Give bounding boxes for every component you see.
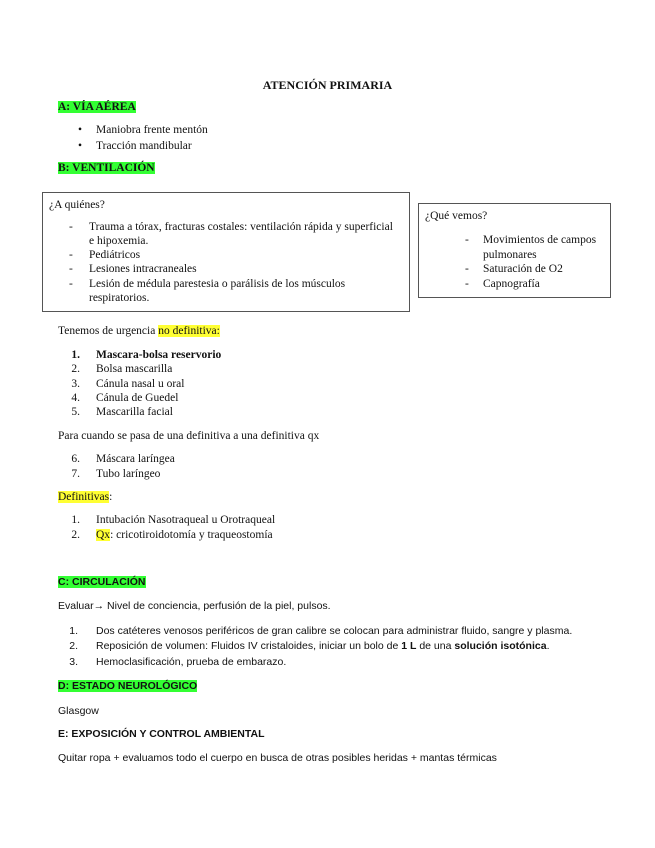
definitive-label: Definitivas: — [58, 491, 113, 503]
evaluate-line: Evaluar→ Nivel de conciencia, perfusión de la piel, pulsos. — [58, 600, 331, 612]
section-d-heading: D: ESTADO NEUROLÓGICO — [58, 680, 198, 692]
bullet-icon: • — [78, 124, 83, 136]
who-box — [42, 192, 410, 312]
list-item: Movimientos de campos — [483, 234, 597, 246]
dash-icon: - — [465, 234, 469, 246]
list-item: Mascara-bolsa reservorio — [96, 349, 222, 361]
dash-icon: - — [69, 263, 73, 275]
list-item: Intubación Nasotraqueal u Orotraqueal — [96, 514, 276, 526]
list-item: Trauma a tórax, fracturas costales: ventilación rápida y superficial — [89, 221, 393, 233]
section-e-text: Quitar ropa + evaluamos todo el cuerpo en busca de otras posibles heridas + mantas térmicas — [58, 752, 497, 764]
list-number: 1. — [71, 349, 80, 361]
urgency-highlight: no definitiva: — [158, 325, 220, 337]
list-number: 1. — [71, 514, 80, 526]
list-number: 1. — [69, 625, 78, 637]
list-number: 5. — [71, 406, 80, 418]
who-box-title: ¿A quiénes? — [49, 199, 105, 211]
dash-icon: - — [69, 278, 73, 290]
list-item: Tracción mandibular — [96, 140, 192, 152]
list-item: Cánula nasal u oral — [96, 378, 185, 390]
list-item: Capnografía — [483, 278, 540, 290]
list-item: Hemoclasificación, prueba de embarazo. — [96, 656, 287, 668]
what-box-title: ¿Qué vemos? — [425, 210, 488, 222]
list-item: Tubo laríngeo — [96, 468, 161, 480]
list-item: Dos catéteres venosos periféricos de gran calibre se colocan para administrar fluido, sangre y plasma. — [96, 625, 573, 637]
glasgow-text: Glasgow — [58, 705, 99, 717]
list-item: Lesión de médula parestesia o parálisis de los músculos — [89, 278, 346, 290]
dash-icon: - — [465, 278, 469, 290]
list-item: Maniobra frente mentón — [96, 124, 208, 136]
list-item-continuation: pulmonares — [483, 249, 537, 261]
list-item: Bolsa mascarilla — [96, 363, 173, 375]
list-item: Qx: cricotiroidotomía y traqueostomía — [96, 529, 273, 541]
list-item: Mascarilla facial — [96, 406, 173, 418]
page-title: ATENCIÓN PRIMARIA — [262, 78, 393, 92]
section-b-heading: B: VENTILACIÓN — [58, 162, 155, 174]
list-number: 3. — [71, 378, 80, 390]
list-number: 3. — [69, 656, 78, 668]
dash-icon: - — [465, 263, 469, 275]
section-e-heading: E: EXPOSICIÓN Y CONTROL AMBIENTAL — [58, 728, 265, 740]
dash-icon: - — [69, 249, 73, 261]
list-item-continuation: respiratorios. — [89, 292, 150, 304]
list-item: Cánula de Guedel — [96, 392, 179, 404]
list-number: 6. — [71, 453, 80, 465]
section-a-heading: A: VÍA AÉREA — [58, 101, 136, 113]
list-item: Pediátricos — [89, 249, 141, 261]
list-item: Reposición de volumen: Fluidos IV cristaloides, iniciar un bolo de 1 L de una solución isotónica. — [96, 640, 550, 652]
what-box — [418, 203, 611, 298]
list-number: 2. — [69, 640, 78, 652]
list-number: 7. — [71, 468, 80, 480]
arrow-right-icon: → — [93, 600, 105, 612]
dash-icon: - — [69, 221, 73, 233]
list-item: Lesiones intracraneales — [89, 263, 197, 275]
list-item-continuation: e hipoxemia. — [89, 235, 149, 247]
list-number: 2. — [71, 363, 80, 375]
transition-text: Para cuando se pasa de una definitiva a una definitiva qx — [58, 430, 320, 442]
list-number: 2. — [71, 529, 80, 541]
list-number: 4. — [71, 392, 80, 404]
section-c-heading: C: CIRCULACIÓN — [58, 576, 146, 588]
list-item: Saturación de O2 — [483, 263, 563, 275]
urgency-line: Tenemos de urgencia no definitiva: — [58, 325, 220, 337]
list-item: Máscara laríngea — [96, 453, 175, 465]
bullet-icon: • — [78, 140, 83, 152]
